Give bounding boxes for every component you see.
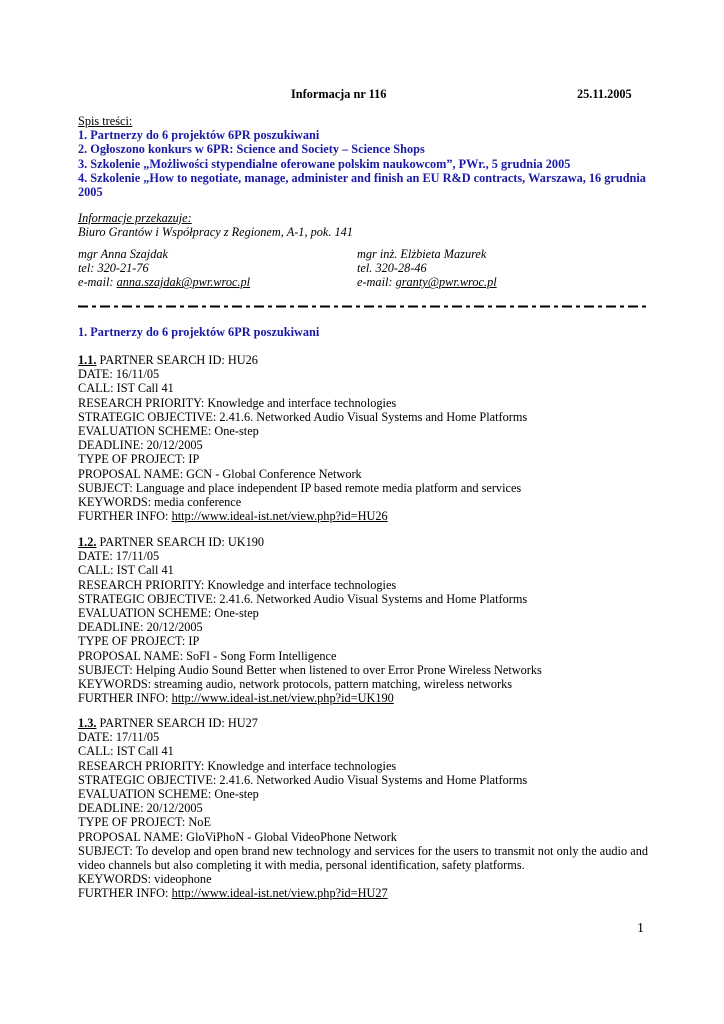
partner-entry: [78, 353, 648, 523]
entry-deadline: DEADLINE: 20/12/2005: [78, 438, 203, 453]
toc-item: 3. Szkolenie „Możliwości stypendialne oferowane polskim naukowcom”, PWr., 5 grudnia 2005: [78, 156, 571, 171]
contact-email-row: [357, 275, 497, 289]
document-date: 25.11.2005: [577, 87, 632, 101]
info-label: FURTHER INFO:: [78, 509, 172, 524]
contact-email-row: [78, 275, 250, 289]
page-number: 1: [637, 921, 644, 936]
partner-entry: [78, 535, 648, 705]
toc-item: 2005: [78, 184, 103, 199]
entry-objective: STRATEGIC OBJECTIVE: 2.41.6. Networked Audio Visual Systems and Home Platforms: [78, 591, 528, 606]
contact-left: [78, 247, 250, 290]
contact-info: [78, 211, 648, 239]
entry-scheme: EVALUATION SCHEME: One-step: [78, 423, 259, 438]
info-link[interactable]: http://www.ideal-ist.net/view.php?id=UK190: [171, 691, 394, 706]
info-link[interactable]: http://www.ideal-ist.net/view.php?id=HU26: [171, 509, 388, 524]
contact-name: mgr Anna Szajdak: [78, 247, 168, 261]
table-of-contents: [78, 114, 648, 199]
entry-number: 1.3.: [78, 716, 97, 730]
entry-keywords: KEYWORDS: videophone: [78, 872, 212, 887]
section-title: 1. Partnerzy do 6 projektów 6PR poszukiwani: [78, 325, 320, 339]
info-label: FURTHER INFO:: [78, 886, 172, 901]
entry-header: [78, 716, 648, 730]
entry-header: [78, 353, 648, 367]
email-label: e-mail:: [357, 275, 396, 290]
contact-office: Biuro Grantów i Współpracy z Regionem, A-1, pok. 141: [78, 225, 353, 240]
entry-objective: STRATEGIC OBJECTIVE: 2.41.6. Networked Audio Visual Systems and Home Platforms: [78, 772, 528, 787]
entry-priority: RESEARCH PRIORITY: Knowledge and interface technologies: [78, 395, 397, 410]
entry-info: [78, 886, 648, 900]
contact-label: Informacje przekazuje:: [78, 211, 192, 225]
entry-priority: RESEARCH PRIORITY: Knowledge and interface technologies: [78, 577, 397, 592]
entry-date: DATE: 16/11/05: [78, 367, 160, 382]
email-link[interactable]: anna.szajdak@pwr.wroc.pl: [116, 275, 251, 290]
entry-call: CALL: IST Call 41: [78, 744, 174, 759]
entry-id: PARTNER SEARCH ID: HU26: [96, 353, 258, 367]
contact-right: [357, 247, 497, 290]
entry-priority: RESEARCH PRIORITY: Knowledge and interface technologies: [78, 758, 397, 773]
email-link[interactable]: granty@pwr.wroc.pl: [395, 275, 497, 290]
entry-call: CALL: IST Call 41: [78, 381, 174, 396]
entry-type: TYPE OF PROJECT: NoE: [78, 815, 211, 830]
entry-type: TYPE OF PROJECT: IP: [78, 634, 200, 649]
entry-number: 1.1.: [78, 353, 97, 367]
entry-subject: SUBJECT: Helping Audio Sound Better when listened to over Error Prone Wireless Networks: [78, 662, 542, 677]
entry-subject: SUBJECT: Language and place independent IP based remote media platform and services: [78, 480, 522, 495]
entry-info: [78, 691, 648, 705]
entry-scheme: EVALUATION SCHEME: One-step: [78, 605, 259, 620]
entry-id: PARTNER SEARCH ID: HU27: [96, 716, 258, 730]
entry-deadline: DEADLINE: 20/12/2005: [78, 620, 203, 635]
entry-date: DATE: 17/11/05: [78, 549, 160, 564]
partner-entry: [78, 716, 648, 900]
toc-heading: Spis treści:: [78, 114, 133, 128]
entry-proposal: PROPOSAL NAME: GCN - Global Conference Network: [78, 466, 362, 481]
toc-item: 1. Partnerzy do 6 projektów 6PR poszukiwani: [78, 128, 320, 143]
entry-number: 1.2.: [78, 535, 97, 549]
contact-phone: tel. 320-28-46: [357, 261, 427, 276]
entry-call: CALL: IST Call 41: [78, 563, 174, 578]
entry-proposal: PROPOSAL NAME: SoFI - Song Form Intelligence: [78, 648, 337, 663]
toc-item: 2. Ogłoszono konkurs w 6PR: Science and Society – Science Shops: [78, 142, 425, 157]
toc-item: 4. Szkolenie „How to negotiate, manage, administer and finish an EU R&D contracts, Warszawa, 16 grudnia: [78, 170, 646, 185]
dashed-separator: [78, 305, 650, 308]
entry-subject: SUBJECT: To develop and open brand new technology and services for the users to transmit not only the audio and video channels but also completing it with media, personal identification, safety platforms.: [78, 843, 648, 872]
entry-scheme: EVALUATION SCHEME: One-step: [78, 786, 259, 801]
info-label: FURTHER INFO:: [78, 691, 172, 706]
entry-date: DATE: 17/11/05: [78, 730, 160, 745]
entry-header: [78, 535, 648, 549]
email-label: e-mail:: [78, 275, 117, 290]
entry-deadline: DEADLINE: 20/12/2005: [78, 801, 203, 816]
entry-keywords: KEYWORDS: media conference: [78, 494, 242, 509]
document-title: Informacja nr 116: [291, 87, 387, 101]
entry-objective: STRATEGIC OBJECTIVE: 2.41.6. Networked Audio Visual Systems and Home Platforms: [78, 409, 528, 424]
contact-name: mgr inż. Elżbieta Mazurek: [357, 247, 487, 261]
entry-type: TYPE OF PROJECT: IP: [78, 452, 200, 467]
entry-keywords: KEYWORDS: streaming audio, network protocols, pattern matching, wireless networks: [78, 676, 513, 691]
contact-phone: tel: 320-21-76: [78, 261, 149, 276]
entry-proposal: PROPOSAL NAME: GloViPhoN - Global VideoPhone Network: [78, 829, 397, 844]
entry-info: [78, 509, 648, 523]
entry-id: PARTNER SEARCH ID: UK190: [96, 535, 265, 549]
info-link[interactable]: http://www.ideal-ist.net/view.php?id=HU27: [171, 886, 388, 901]
